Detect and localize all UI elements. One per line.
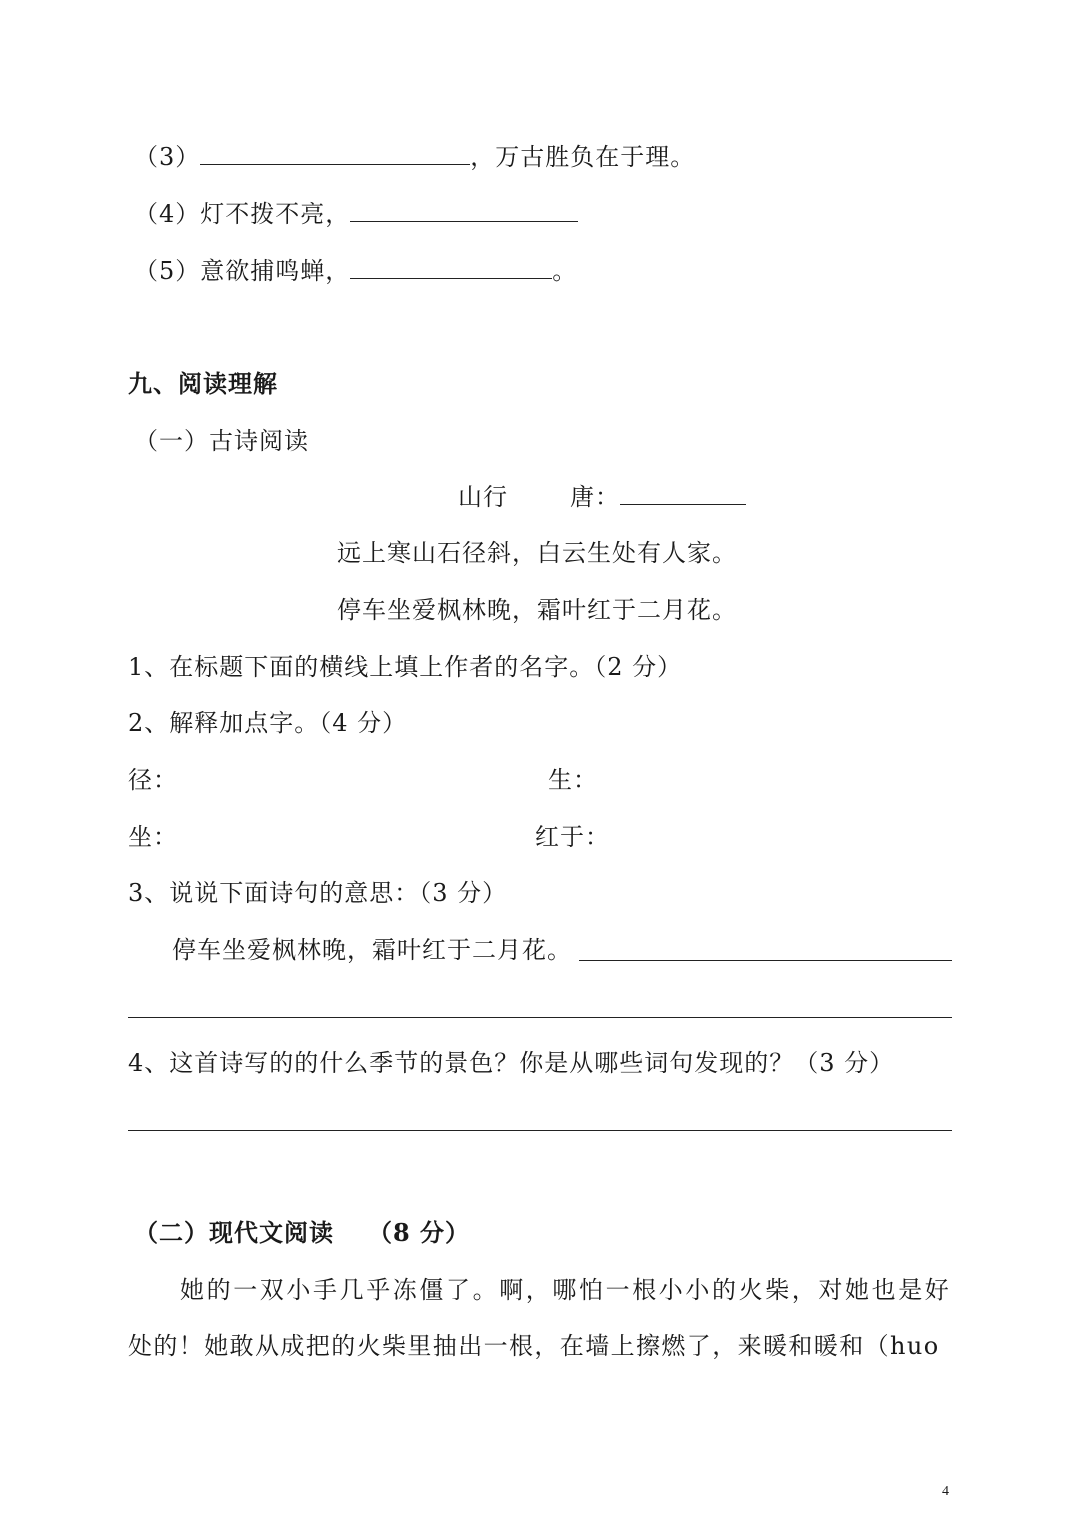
author-blank[interactable]	[620, 482, 746, 505]
part-2-title	[134, 1218, 470, 1248]
passage-line-1: 她的一双小手几乎冻僵了。啊，哪怕一根小小的火柴，对她也是好	[180, 1276, 952, 1304]
section-9-title: 九、阅读理解	[128, 369, 278, 398]
fill-blank-4	[134, 199, 578, 229]
poem-line-2: 停车坐爱枫林晚，霜叶红于二月花。	[337, 596, 737, 624]
fill-blank-5-prefix: （5）意欲捕鸣蝉，	[134, 257, 351, 285]
part-1-title: （一）古诗阅读	[134, 427, 309, 455]
fill-blank-3-prefix: （3）	[134, 143, 201, 171]
poem-dynasty: 唐：	[570, 483, 620, 511]
poem-line-1: 远上寒山石径斜，白云生处有人家。	[337, 539, 737, 567]
explain-jing: 径：	[128, 766, 178, 794]
question-4: 4、这首诗写的的什么季节的景色？你是从哪些词句发现的？（3 分）	[128, 1049, 895, 1077]
fill-blank-3-suffix: ，万古胜负在于理。	[470, 143, 696, 171]
page-number: 4	[942, 1484, 949, 1499]
answer-blank[interactable]	[350, 199, 578, 222]
answer-line[interactable]	[128, 1017, 952, 1018]
question-3: 3、说说下面诗句的意思：（3 分）	[128, 879, 508, 907]
part-2-score: （8 分）	[368, 1218, 471, 1247]
explain-sheng: 生：	[548, 766, 598, 794]
answer-line[interactable]	[579, 960, 952, 961]
question-1: 1、在标题下面的横线上填上作者的名字。（2 分）	[128, 653, 683, 681]
explain-zuo: 坐：	[128, 823, 178, 851]
fill-blank-4-prefix: （4）灯不拨不亮，	[134, 200, 351, 228]
fill-blank-3	[134, 142, 695, 172]
question-3-verse: 停车坐爱枫林晚，霜叶红于二月花。	[172, 936, 572, 964]
question-2: 2、解释加点字。（4 分）	[128, 709, 408, 737]
poem-title: 山行	[458, 483, 508, 511]
explain-hongyu: 红于：	[535, 823, 610, 851]
answer-line[interactable]	[128, 1130, 952, 1131]
answer-blank[interactable]	[200, 142, 470, 165]
poem-header	[458, 482, 746, 512]
fill-blank-5-suffix: 。	[552, 257, 578, 285]
fill-blank-5	[134, 256, 577, 286]
passage-line-2: 处的！她敢从成把的火柴里抽出一根，在墙上擦燃了，来暖和暖和（huo	[128, 1332, 940, 1360]
part-2-label: （二）现代文阅读	[134, 1218, 334, 1247]
answer-blank[interactable]	[350, 256, 552, 279]
question-3-line	[172, 935, 572, 965]
